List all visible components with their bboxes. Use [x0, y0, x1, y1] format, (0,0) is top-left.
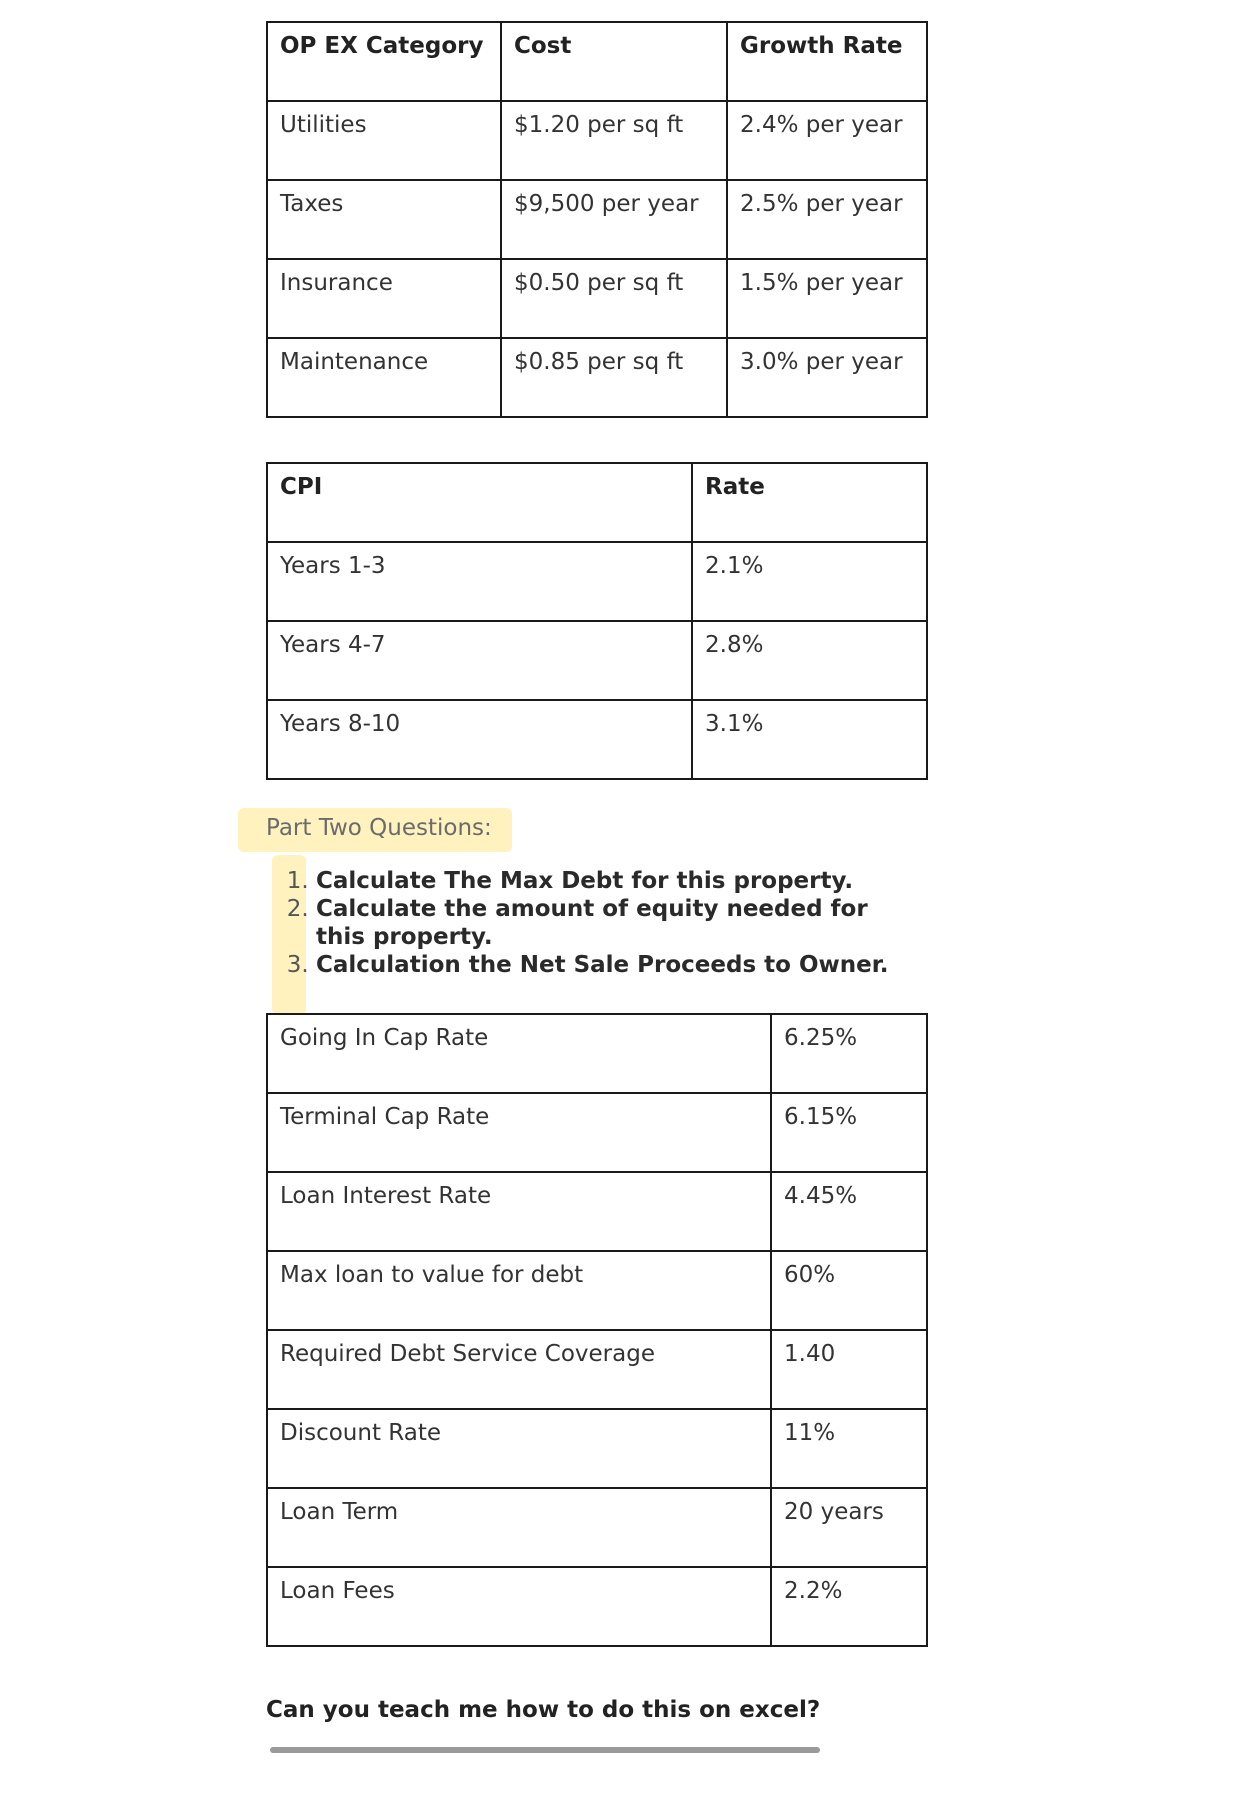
opex-table [266, 21, 928, 418]
table-cell: $9,500 per year [501, 180, 727, 259]
table-row [267, 1330, 927, 1409]
table-row [267, 1567, 927, 1646]
table-cell: 2.2% [771, 1567, 927, 1646]
table-row [267, 1409, 927, 1488]
header-cell: Cost [501, 22, 727, 101]
table-row [267, 259, 927, 338]
table-cell: 11% [771, 1409, 927, 1488]
table-row [267, 1093, 927, 1172]
table-header-row [267, 22, 927, 101]
questions-list [266, 867, 916, 979]
table-row [267, 542, 927, 621]
table-cell: Taxes [267, 180, 501, 259]
table-cell: Utilities [267, 101, 501, 180]
table-cell: 6.25% [771, 1014, 927, 1093]
table-cell: 20 years [771, 1488, 927, 1567]
table-cell: 2.1% [692, 542, 927, 621]
table-cell: Years 8-10 [267, 700, 692, 779]
header-cell: Growth Rate [727, 22, 927, 101]
table-row [267, 1251, 927, 1330]
table-cell: Maintenance [267, 338, 501, 417]
table-cell: 60% [771, 1251, 927, 1330]
table-cell: 2.5% per year [727, 180, 927, 259]
footer-question: Can you teach me how to do this on excel? [266, 1697, 821, 1723]
table-cell: 6.15% [771, 1093, 927, 1172]
table-row [267, 1488, 927, 1567]
table-row [267, 101, 927, 180]
table-cell: 1.5% per year [727, 259, 927, 338]
table-row [267, 1172, 927, 1251]
table-cell: 2.8% [692, 621, 927, 700]
table-cell: 3.0% per year [727, 338, 927, 417]
header-cell: CPI [267, 463, 692, 542]
table-row [267, 621, 927, 700]
header-cell: OP EX Category [267, 22, 501, 101]
table-header-row [267, 463, 927, 542]
table-cell: Loan Term [267, 1488, 771, 1567]
table-cell: Years 1-3 [267, 542, 692, 621]
rates-table [266, 1013, 928, 1647]
table-cell: 3.1% [692, 700, 927, 779]
table-cell: 4.45% [771, 1172, 927, 1251]
table-row [267, 700, 927, 779]
cpi-table [266, 462, 928, 780]
table-cell: Loan Fees [267, 1567, 771, 1646]
table-cell: Terminal Cap Rate [267, 1093, 771, 1172]
header-cell: Rate [692, 463, 927, 542]
table-cell: Discount Rate [267, 1409, 771, 1488]
table-cell: 1.40 [771, 1330, 927, 1409]
list-item: 1. Calculate The Max Debt for this property. [316, 867, 916, 895]
table-cell: Required Debt Service Coverage [267, 1330, 771, 1409]
table-cell: Max loan to value for debt [267, 1251, 771, 1330]
scrollbar[interactable] [270, 1747, 820, 1753]
table-row [267, 180, 927, 259]
table-row [267, 338, 927, 417]
table-cell: Years 4-7 [267, 621, 692, 700]
table-cell: Going In Cap Rate [267, 1014, 771, 1093]
table-row [267, 1014, 927, 1093]
table-cell: Loan Interest Rate [267, 1172, 771, 1251]
table-cell: Insurance [267, 259, 501, 338]
table-cell: 2.4% per year [727, 101, 927, 180]
list-item: 3. Calculation the Net Sale Proceeds to Owner. [316, 951, 916, 979]
table-cell: $0.85 per sq ft [501, 338, 727, 417]
list-item: 2. Calculate the amount of equity needed for this property. [316, 895, 916, 951]
table-cell: $0.50 per sq ft [501, 259, 727, 338]
section-title: Part Two Questions: [266, 815, 492, 841]
table-cell: $1.20 per sq ft [501, 101, 727, 180]
